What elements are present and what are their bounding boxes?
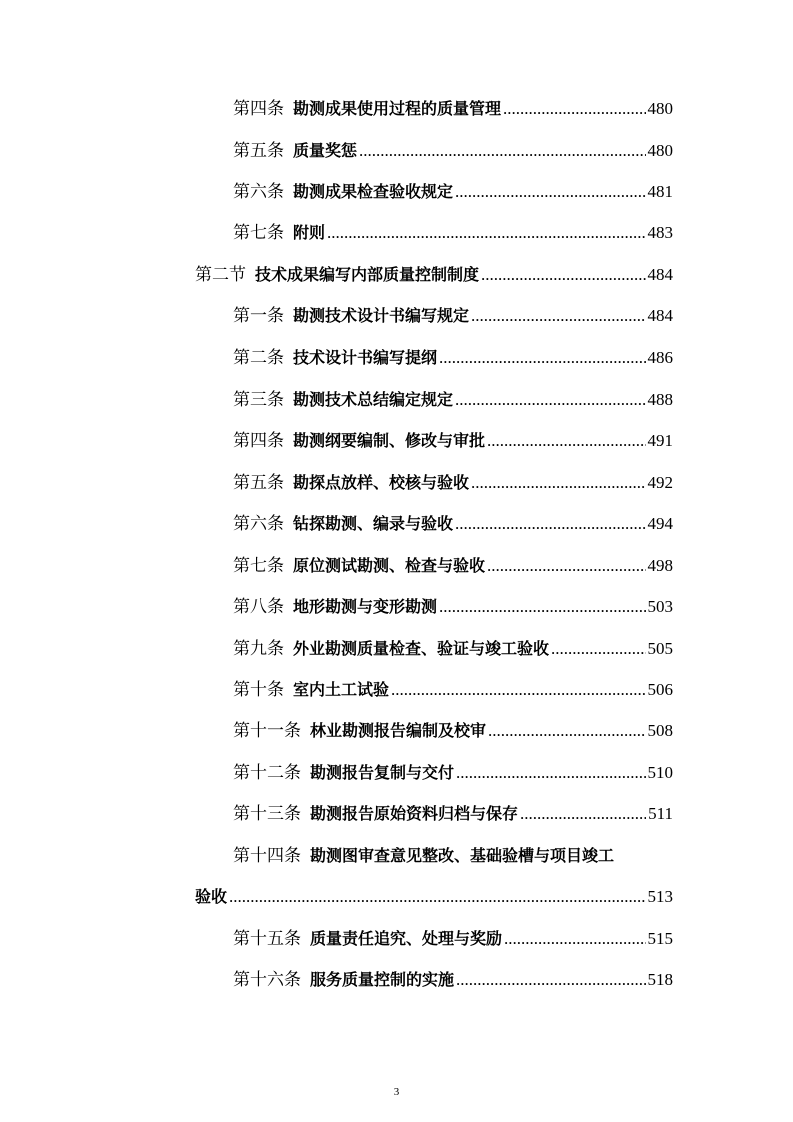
entry-title: 勘测图审查意见整改、基础验槽与项目竣工 bbox=[310, 846, 615, 865]
entry-page: 518 bbox=[647, 970, 673, 989]
entry-page: 513 bbox=[647, 887, 673, 906]
entry-page: 486 bbox=[647, 348, 673, 367]
entry-page: 484 bbox=[647, 306, 673, 325]
entry-title: 勘测报告复制与交付 bbox=[310, 763, 455, 782]
entry-number: 第十四条 bbox=[233, 846, 301, 866]
toc-entry[interactable] bbox=[233, 389, 673, 411]
entry-page: 515 bbox=[647, 929, 673, 948]
toc-entry[interactable] bbox=[233, 222, 673, 244]
entry-title: 钻探勘测、编录与验收 bbox=[293, 514, 454, 533]
entry-page: 492 bbox=[647, 473, 673, 492]
toc-entry[interactable] bbox=[233, 928, 673, 950]
dot-leader bbox=[520, 803, 646, 825]
entry-title: 勘测成果检查验收规定 bbox=[293, 182, 454, 201]
entry-title: 勘测技术设计书编写规定 bbox=[293, 306, 470, 325]
entry-number: 第四条 bbox=[233, 431, 284, 451]
toc-section-entry[interactable] bbox=[195, 264, 673, 286]
dot-leader bbox=[471, 305, 645, 327]
entry-title: 地形勘测与变形勘测 bbox=[293, 597, 438, 616]
toc-entry[interactable] bbox=[233, 555, 673, 577]
toc-entry[interactable] bbox=[233, 720, 673, 742]
entry-number: 第六条 bbox=[233, 514, 284, 534]
dot-leader bbox=[503, 98, 645, 120]
entry-title: 技术成果编写内部质量控制制度 bbox=[255, 265, 480, 284]
entry-page: 511 bbox=[648, 804, 673, 823]
entry-page: 488 bbox=[647, 390, 673, 409]
dot-leader bbox=[455, 181, 645, 203]
entry-number: 第二节 bbox=[195, 265, 246, 285]
entry-number: 第一条 bbox=[233, 306, 284, 326]
entry-page: 491 bbox=[647, 431, 673, 450]
dot-leader bbox=[456, 969, 645, 991]
toc-entry[interactable] bbox=[233, 803, 673, 825]
entry-number: 第四条 bbox=[233, 99, 284, 119]
dot-leader bbox=[229, 886, 645, 908]
entry-page: 508 bbox=[647, 721, 673, 740]
dot-leader bbox=[487, 555, 645, 577]
dot-leader bbox=[487, 430, 645, 452]
dot-leader bbox=[471, 472, 645, 494]
dot-leader bbox=[481, 264, 645, 286]
toc-entry[interactable] bbox=[233, 596, 673, 618]
entry-title: 勘测技术总结编定规定 bbox=[293, 390, 454, 409]
dot-leader bbox=[439, 347, 645, 369]
dot-leader bbox=[455, 389, 645, 411]
entry-number: 第十一条 bbox=[233, 721, 301, 741]
toc-entry[interactable] bbox=[233, 679, 673, 701]
dot-leader bbox=[456, 762, 645, 784]
entry-number: 第三条 bbox=[233, 390, 284, 410]
toc-entry-continuation[interactable] bbox=[195, 886, 673, 908]
entry-page: 483 bbox=[647, 223, 673, 242]
entry-page: 505 bbox=[647, 639, 673, 658]
dot-leader bbox=[455, 513, 645, 535]
page-number: 3 bbox=[393, 1086, 400, 1098]
entry-title: 质量责任追究、处理与奖励 bbox=[310, 929, 503, 948]
entry-page: 481 bbox=[647, 182, 673, 201]
toc-entry[interactable] bbox=[233, 430, 673, 452]
dot-leader bbox=[391, 679, 645, 701]
toc-entry[interactable] bbox=[233, 638, 673, 660]
entry-title: 技术设计书编写提纲 bbox=[293, 348, 438, 367]
entry-number: 第八条 bbox=[233, 597, 284, 617]
toc-entry[interactable] bbox=[233, 762, 673, 784]
toc-entry-wrapped[interactable] bbox=[233, 845, 673, 867]
entry-page: 506 bbox=[647, 680, 673, 699]
toc-entry[interactable] bbox=[233, 513, 673, 535]
entry-page: 510 bbox=[647, 763, 673, 782]
entry-number: 第五条 bbox=[233, 473, 284, 493]
entry-title: 勘探点放样、校核与验收 bbox=[293, 473, 470, 492]
toc-entry[interactable] bbox=[233, 305, 673, 327]
entry-number: 第十三条 bbox=[233, 804, 301, 824]
entry-number: 第九条 bbox=[233, 639, 284, 659]
entry-title: 勘测报告原始资料归档与保存 bbox=[310, 804, 519, 823]
dot-leader bbox=[488, 720, 645, 742]
dot-leader bbox=[551, 638, 645, 660]
entry-number: 第五条 bbox=[233, 141, 284, 161]
entry-title: 林业勘测报告编制及校审 bbox=[310, 721, 487, 740]
entry-page: 503 bbox=[647, 597, 673, 616]
dot-leader bbox=[327, 222, 645, 244]
dot-leader bbox=[504, 928, 645, 950]
toc-entry[interactable] bbox=[233, 181, 673, 203]
entry-number: 第六条 bbox=[233, 182, 284, 202]
entry-page: 480 bbox=[647, 141, 673, 160]
entry-page: 494 bbox=[647, 514, 673, 533]
toc-entry[interactable] bbox=[233, 347, 673, 369]
dot-leader bbox=[359, 140, 645, 162]
entry-title: 服务质量控制的实施 bbox=[310, 970, 455, 989]
entry-number: 第二条 bbox=[233, 348, 284, 368]
entry-title: 原位测试勘测、检查与验收 bbox=[293, 556, 486, 575]
entry-number: 第十六条 bbox=[233, 970, 301, 990]
entry-number: 第十二条 bbox=[233, 763, 301, 783]
toc-entry[interactable] bbox=[233, 472, 673, 494]
entry-number: 第七条 bbox=[233, 556, 284, 576]
entry-title: 勘测纲要编制、修改与审批 bbox=[293, 431, 486, 450]
entry-title-continuation: 验收 bbox=[195, 887, 228, 906]
entry-title: 室内土工试验 bbox=[293, 680, 390, 699]
dot-leader bbox=[439, 596, 645, 618]
entry-title: 外业勘测质量检查、验证与竣工验收 bbox=[293, 639, 550, 658]
entry-number: 第十条 bbox=[233, 680, 284, 700]
entry-number: 第十五条 bbox=[233, 929, 301, 949]
entry-number: 第七条 bbox=[233, 223, 284, 243]
entry-title: 质量奖惩 bbox=[293, 141, 358, 160]
entry-page: 498 bbox=[647, 556, 673, 575]
toc-entry[interactable] bbox=[233, 98, 673, 120]
entry-page: 480 bbox=[647, 99, 673, 118]
entry-page: 484 bbox=[647, 265, 673, 284]
entry-title: 勘测成果使用过程的质量管理 bbox=[293, 99, 502, 118]
entry-title: 附则 bbox=[293, 223, 326, 242]
toc-entry[interactable] bbox=[233, 969, 673, 991]
toc-entry[interactable] bbox=[233, 140, 673, 162]
